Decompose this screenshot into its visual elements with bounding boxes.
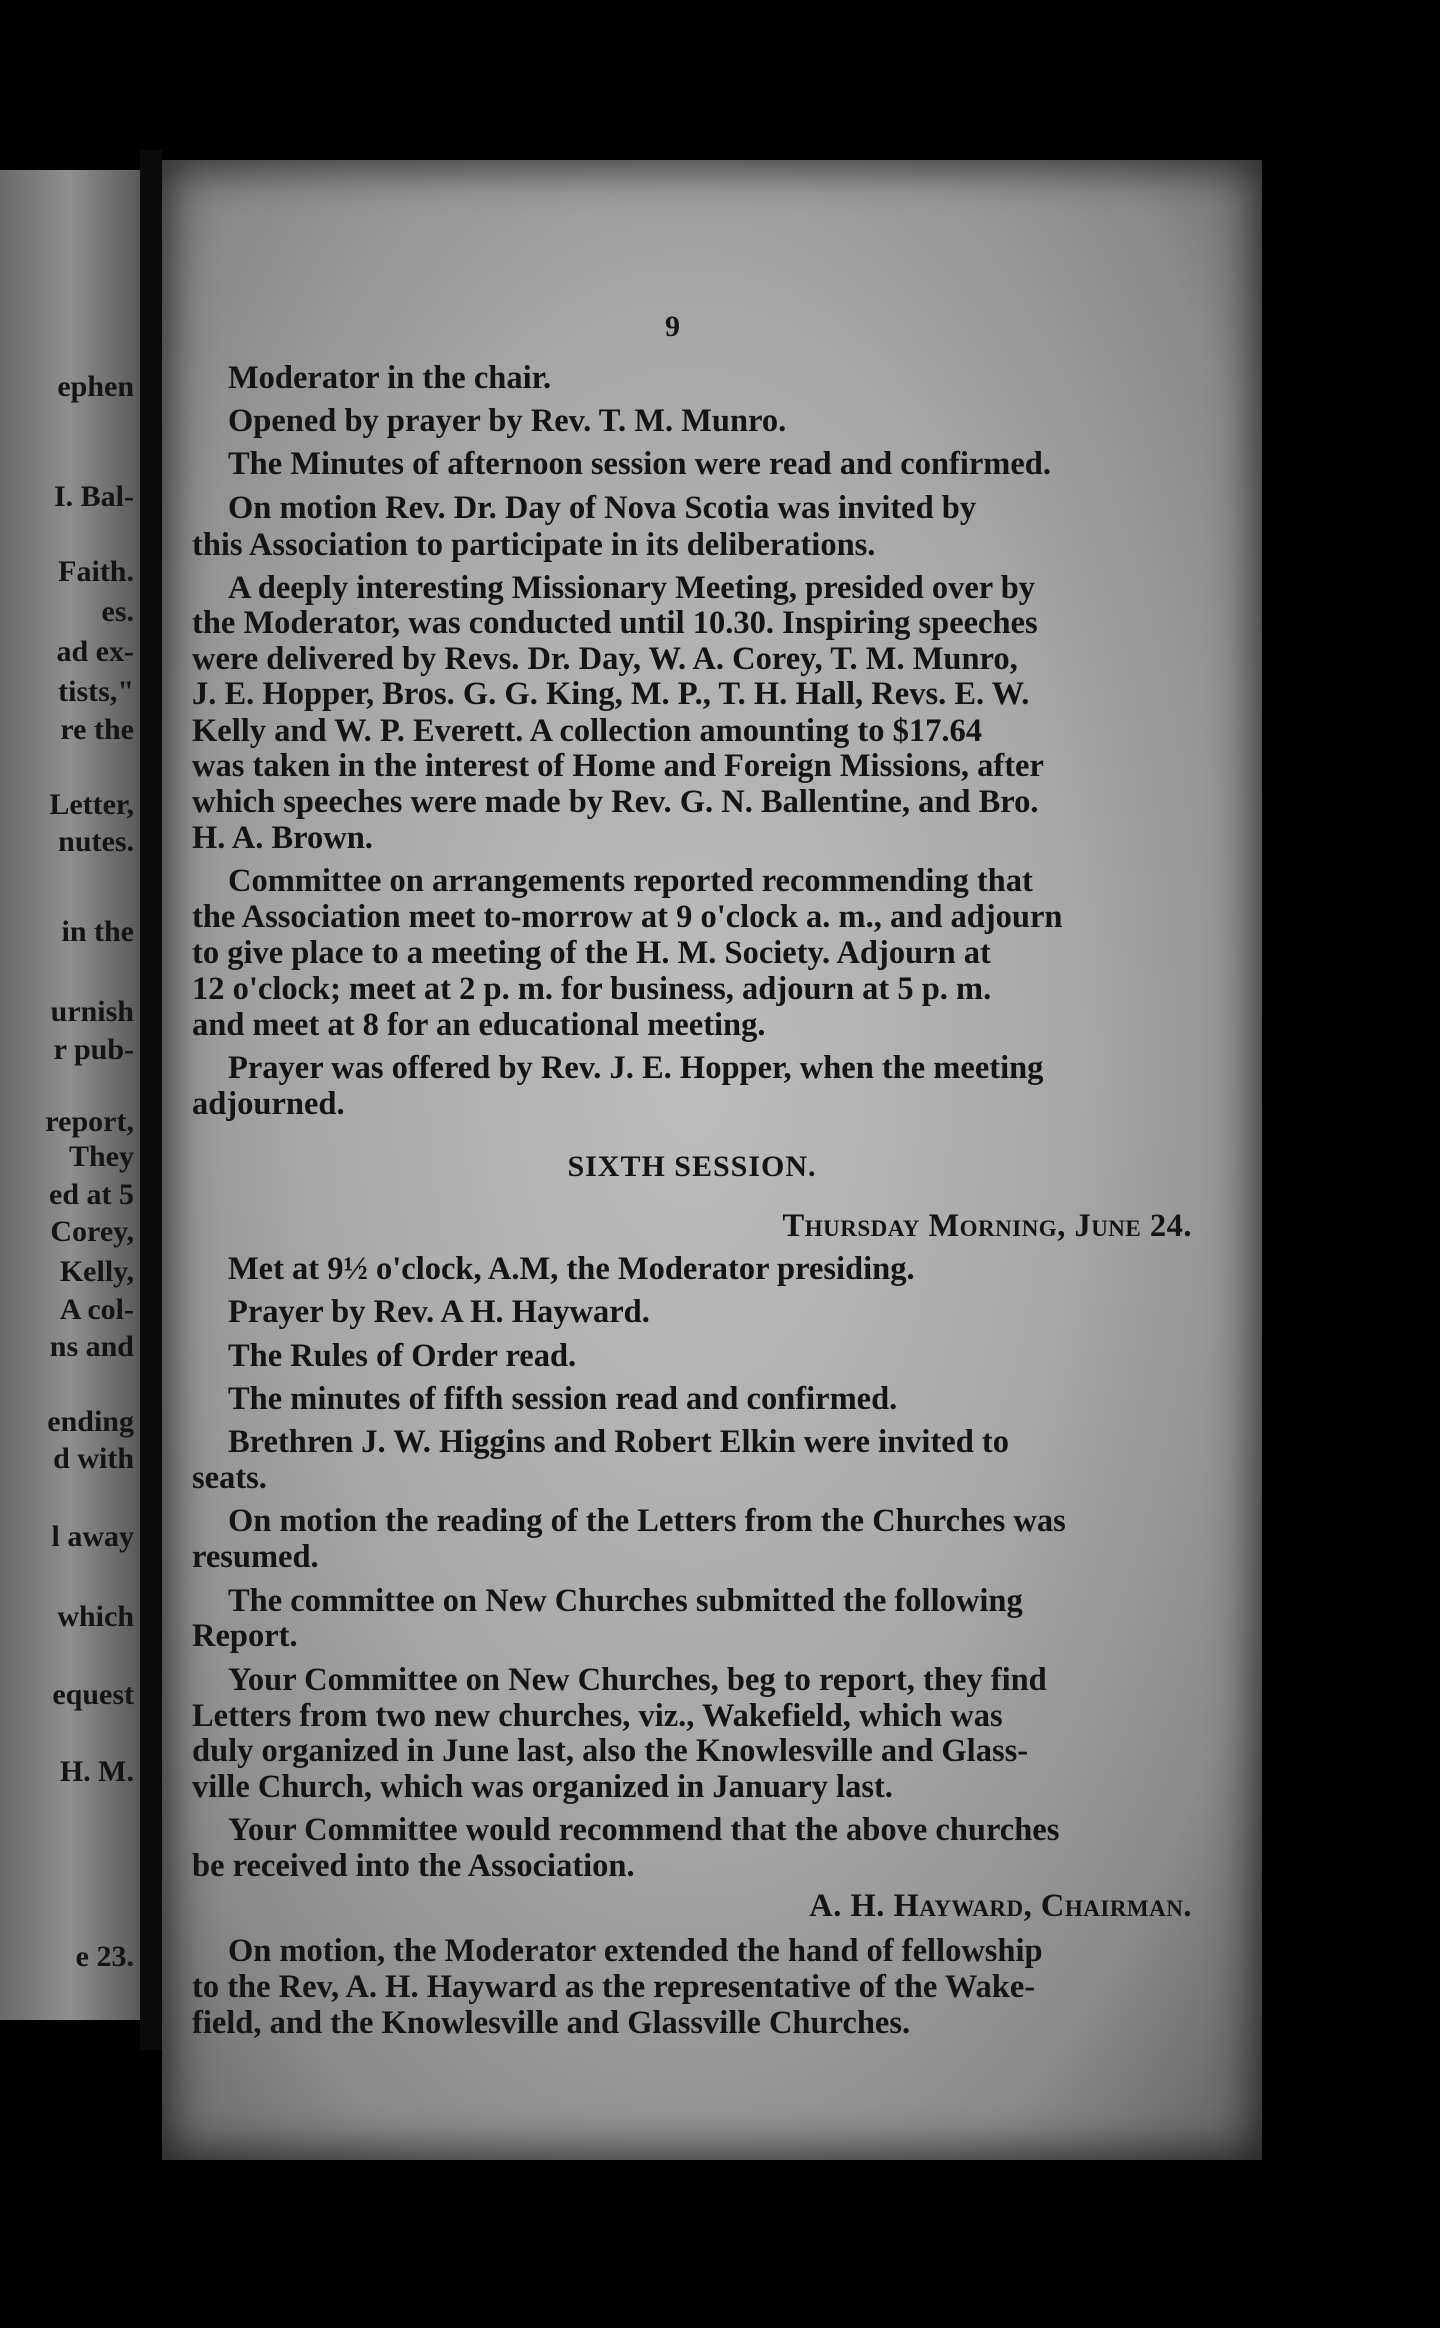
left-fragment: ephen bbox=[57, 370, 134, 403]
left-fragment: Faith. bbox=[58, 555, 134, 588]
left-fragment: ending bbox=[47, 1405, 134, 1438]
left-fragment: report, bbox=[45, 1105, 134, 1138]
left-fragment: d with bbox=[53, 1442, 134, 1475]
text-line: 12 o'clock; meet at 2 p. m. for business, adjourn at 5 p. m. bbox=[192, 971, 992, 1007]
text-line: were delivered by Revs. Dr. Day, W. A. Corey, T. M. Munro, bbox=[192, 641, 1018, 677]
section-heading: SIXTH SESSION. bbox=[567, 1150, 817, 1183]
left-fragment: Corey, bbox=[50, 1215, 134, 1248]
text-line: was taken in the interest of Home and Foreign Missions, after bbox=[192, 748, 1044, 784]
text-line: duly organized in June last, also the Knowlesville and Glass- bbox=[192, 1733, 1029, 1769]
text-line: the Moderator, was conducted until 10.30. Inspiring speeches bbox=[192, 605, 1038, 641]
text-line: Opened by prayer by Rev. T. M. Munro. bbox=[228, 403, 787, 439]
text-line: Prayer by Rev. A H. Hayward. bbox=[228, 1294, 650, 1330]
left-fragment: Kelly, bbox=[59, 1255, 134, 1288]
left-fragment: in the bbox=[61, 915, 134, 948]
left-fragment: nutes. bbox=[58, 825, 134, 858]
text-line: ville Church, which was organized in January last. bbox=[192, 1769, 893, 1805]
text-line: Committee on arrangements reported recommending that bbox=[228, 863, 1033, 899]
left-fragment: which bbox=[57, 1600, 134, 1633]
text-line: Kelly and W. P. Everett. A collection amounting to $17.64 bbox=[192, 713, 982, 749]
text-line: Report. bbox=[192, 1618, 298, 1654]
left-fragment: urnish bbox=[50, 995, 134, 1028]
text-line: Your Committee on New Churches, beg to report, they find bbox=[228, 1662, 1047, 1698]
report-signature: A. H. Hayward, Chairman. bbox=[809, 1888, 1192, 1924]
text-line: Letters from two new churches, viz., Wakefield, which was bbox=[192, 1698, 1003, 1734]
text-line: field, and the Knowlesville and Glassville Churches. bbox=[192, 2005, 911, 2041]
left-fragment: re the bbox=[60, 713, 134, 746]
text-line: J. E. Hopper, Bros. G. G. King, M. P., T. H. Hall, Revs. E. W. bbox=[192, 676, 1030, 712]
text-line: On motion the reading of the Letters from the Churches was bbox=[228, 1503, 1066, 1539]
session-date: Thursday Morning, June 24. bbox=[782, 1208, 1192, 1244]
text-line: Moderator in the chair. bbox=[228, 360, 552, 396]
text-line: to give place to a meeting of the H. M. Society. Adjourn at bbox=[192, 935, 991, 971]
left-fragment: e 23. bbox=[75, 1940, 134, 1973]
text-line: to the Rev, A. H. Hayward as the representative of the Wake- bbox=[192, 1969, 1036, 2005]
text-line: adjourned. bbox=[192, 1086, 345, 1122]
text-line: Brethren J. W. Higgins and Robert Elkin were invited to bbox=[228, 1424, 1009, 1460]
text-line: this Association to participate in its deliberations. bbox=[192, 527, 876, 563]
previous-page-edge bbox=[0, 170, 140, 2020]
left-fragment: es. bbox=[101, 595, 134, 628]
left-fragment: ns and bbox=[49, 1330, 134, 1363]
text-line: The Rules of Order read. bbox=[228, 1338, 577, 1374]
text-line: and meet at 8 for an educational meeting. bbox=[192, 1007, 766, 1043]
text-line: Met at 9½ o'clock, A.M, the Moderator presiding. bbox=[228, 1251, 915, 1287]
left-fragment: A col- bbox=[59, 1293, 134, 1326]
text-line: The Minutes of afternoon session were read and confirmed. bbox=[228, 446, 1051, 482]
text-line: resumed. bbox=[192, 1539, 319, 1575]
document-page bbox=[162, 160, 1262, 2160]
left-fragment: l away bbox=[51, 1520, 134, 1553]
left-fragment: I. Bal- bbox=[53, 480, 134, 513]
text-line: The committee on New Churches submitted the following bbox=[228, 1583, 1023, 1619]
left-fragment: tists," bbox=[58, 675, 134, 708]
left-fragment: ed at 5 bbox=[49, 1178, 134, 1211]
left-fragment: ad ex- bbox=[56, 635, 134, 668]
text-line: On motion, the Moderator extended the hand of fellowship bbox=[228, 1933, 1043, 1969]
text-line: H. A. Brown. bbox=[192, 820, 373, 856]
text-line: be received into the Association. bbox=[192, 1848, 635, 1884]
text-line: On motion Rev. Dr. Day of Nova Scotia was invited by bbox=[228, 490, 977, 526]
left-fragment: equest bbox=[52, 1678, 134, 1711]
left-fragment: They bbox=[68, 1140, 134, 1173]
text-line: which speeches were made by Rev. G. N. Ballentine, and Bro. bbox=[192, 784, 1039, 820]
text-line: seats. bbox=[192, 1460, 267, 1496]
text-line: Prayer was offered by Rev. J. E. Hopper, when the meeting bbox=[228, 1050, 1044, 1086]
text-line: A deeply interesting Missionary Meeting, presided over by bbox=[228, 570, 1036, 606]
left-fragment: Letter, bbox=[49, 788, 134, 821]
text-line: Your Committee would recommend that the above churches bbox=[228, 1812, 1060, 1848]
left-fragment: r pub- bbox=[53, 1033, 134, 1066]
text-line: the Association meet to-morrow at 9 o'clock a. m., and adjourn bbox=[192, 899, 1063, 935]
book-gutter bbox=[140, 150, 162, 2050]
page-number: 9 bbox=[665, 310, 680, 343]
left-fragment: H. M. bbox=[59, 1755, 134, 1788]
text-line: The minutes of fifth session read and confirmed. bbox=[228, 1381, 898, 1417]
